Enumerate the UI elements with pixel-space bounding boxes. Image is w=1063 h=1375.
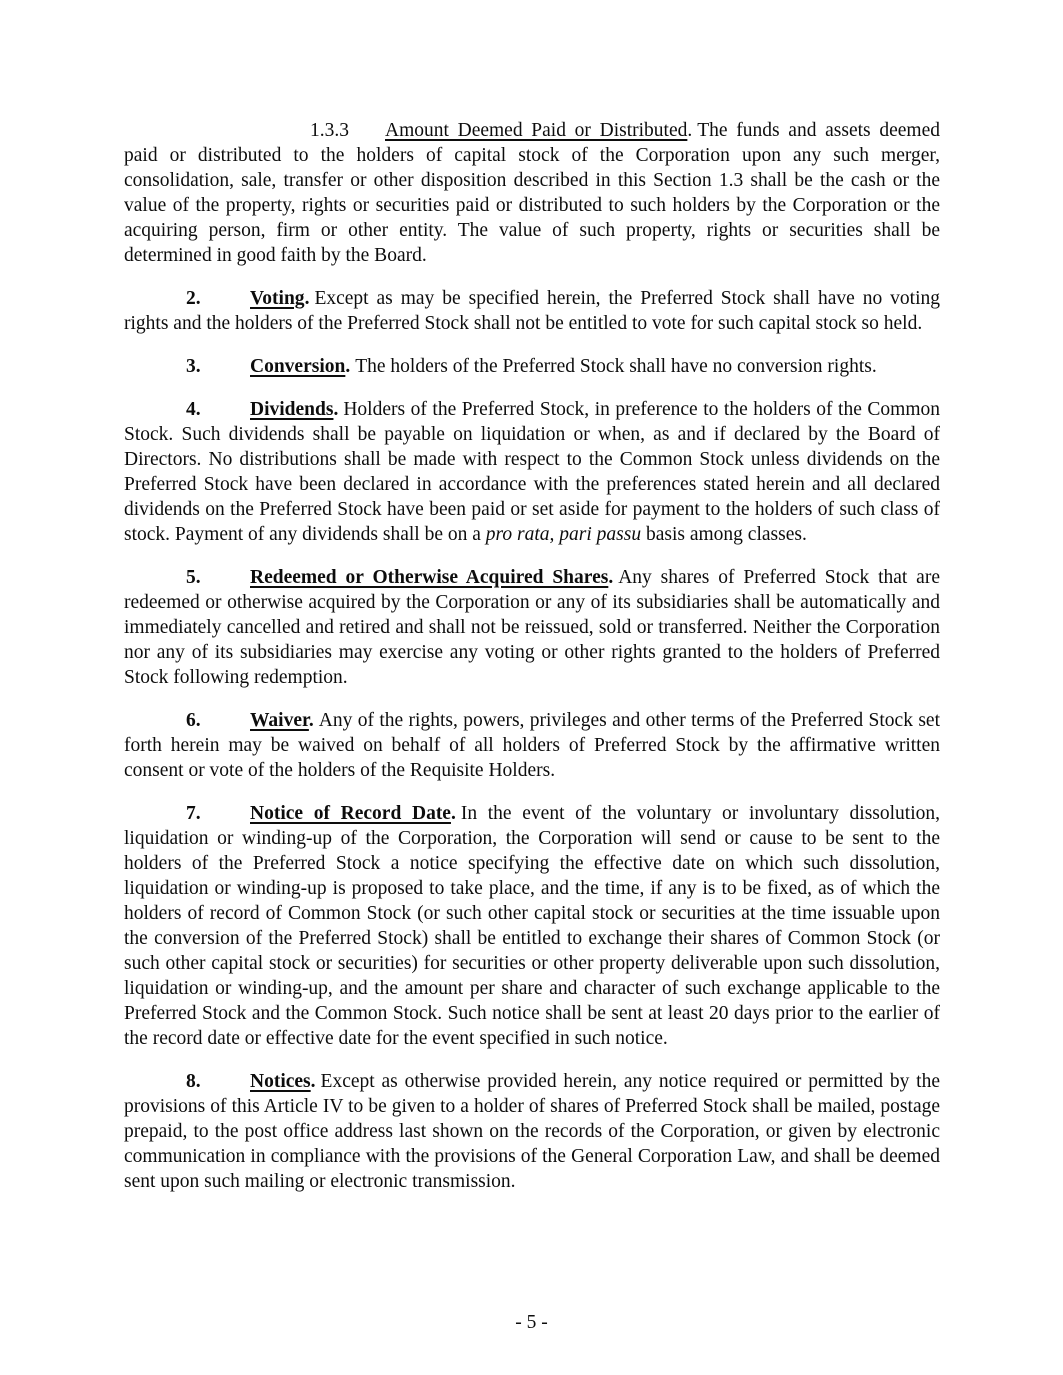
- paragraph-body: Holders of the Preferred Stock, in preference to the holders of the Common Stock. Such dividends shall be payable on liquidation or when, as and if declared by the Board of Directors. No distributions shall be made with respect to the Common Stock unless dividends on the Preferred Stock have been declared in accordance with the preferences stated herein and all declared dividends on the Preferred Stock have been paid or set aside for payment to the holders of such class of stock. Payment of any dividends shall be on a: [124, 399, 940, 545]
- paragraph-body: Except as may be specified herein, the Preferred Stock shall have no voting rights and the holders of the Preferred Stock shall not be entitled to vote for such capital stock so held.: [124, 288, 940, 334]
- section-number: 5.: [186, 567, 201, 588]
- heading-period: .: [308, 710, 314, 731]
- section-8-notices: [124, 1069, 940, 1194]
- section-7-notice-of-record-date: [124, 801, 940, 1051]
- heading-period: .: [333, 399, 339, 420]
- section-6-waiver: [124, 708, 940, 783]
- heading-period: .: [310, 1071, 316, 1092]
- section-3-conversion: [124, 354, 940, 379]
- section-heading: Notices: [250, 1071, 311, 1092]
- heading-period: .: [608, 567, 614, 588]
- page-number: - 5 -: [515, 1312, 548, 1333]
- heading-period: .: [345, 356, 351, 377]
- section-number: 8.: [186, 1071, 201, 1092]
- section-heading: Dividends: [250, 399, 334, 420]
- section-number: 4.: [186, 399, 201, 420]
- heading-period: .: [450, 803, 456, 824]
- section-number: 3.: [186, 356, 201, 377]
- paragraph-1-3-3-amount-deemed-paid: [124, 118, 940, 268]
- section-number: 2.: [186, 288, 201, 309]
- subsection-heading: Amount Deemed Paid or Distributed: [385, 120, 688, 141]
- section-heading: Notice of Record Date: [250, 803, 451, 824]
- paragraph-body: In the event of the voluntary or involuntary dissolution, liquidation or winding-up of the Corporation, the Corporation will send or cause to be sent to the holders of the Preferred Stock a notice specifying the effective date on which such dissolution, liquidation or winding-up is proposed to take place, and the time, if any is to be fixed, as of which the holders of record of Common Stock (or such other capital stock or securities at the time issuable upon the conversion of the Preferred Stock) shall be entitled to exchange their shares of Common Stock (or such other capital stock or securities) for securities or other property deliverable upon such dissolution, liquidation or winding-up, and the amount per share and character of such exchange applicable to the Preferred Stock and the Common Stock. Such notice shall be sent at least 20 days prior to the earlier of the record date or effective date for the event specified in such notice.: [124, 803, 941, 1049]
- paragraph-body: Any of the rights, powers, privileges and other terms of the Preferred Stock set forth herein may be waived on behalf of all holders of Preferred Stock by the affirmative written consent or vote of the holders of the Requisite Holders.: [124, 710, 940, 781]
- section-heading: Waiver: [250, 710, 309, 731]
- paragraph-body: The funds and assets deemed paid or distributed to the holders of capital stock of the Corporation upon any such merger, consolidation, sale, transfer or other disposition described in this Section 1.3 shall be the cash or the value of the property, rights or securities paid or distributed to such holders by the Corporation or the acquiring person, firm or other entity. The value of such property, rights or securities shall be determined in good faith by the Board.: [124, 120, 940, 266]
- heading-period: .: [687, 120, 693, 141]
- paragraph-body: Any shares of Preferred Stock that are redeemed or otherwise acquired by the Corporation or any of its subsidiaries shall be automatically and immediately cancelled and retired and shall not be reissued, sold or transferred. Neither the Corporation nor any of its subsidiaries may exercise any voting or other rights granted to the holders of Preferred Stock following redemption.: [124, 567, 940, 688]
- paragraph-body: Except as otherwise provided herein, any notice required or permitted by the provisions of this Article IV to be given to a holder of shares of Preferred Stock shall be mailed, postage prepaid, to the post office address last shown on the records of the Corporation, or given by electronic communication in compliance with the provisions of the General Corporation Law, and shall be deemed sent upon such mailing or electronic transmission.: [124, 1071, 940, 1192]
- subsection-number: 1.3.3: [310, 120, 349, 141]
- section-2-voting: [124, 286, 940, 336]
- paragraph-body: The holders of the Preferred Stock shall have no conversion rights.: [355, 356, 877, 377]
- italic-phrase: pro rata, pari passu: [485, 524, 642, 545]
- section-number: 6.: [186, 710, 201, 731]
- section-number: 7.: [186, 803, 201, 824]
- heading-period: .: [304, 288, 310, 309]
- section-heading: Redeemed or Otherwise Acquired Shares: [250, 567, 609, 588]
- section-5-redeemed-shares: [124, 565, 940, 690]
- section-4-dividends: [124, 397, 940, 547]
- paragraph-body-continued: basis among classes.: [641, 524, 807, 545]
- section-heading: Voting: [250, 288, 305, 309]
- section-heading: Conversion: [250, 356, 346, 377]
